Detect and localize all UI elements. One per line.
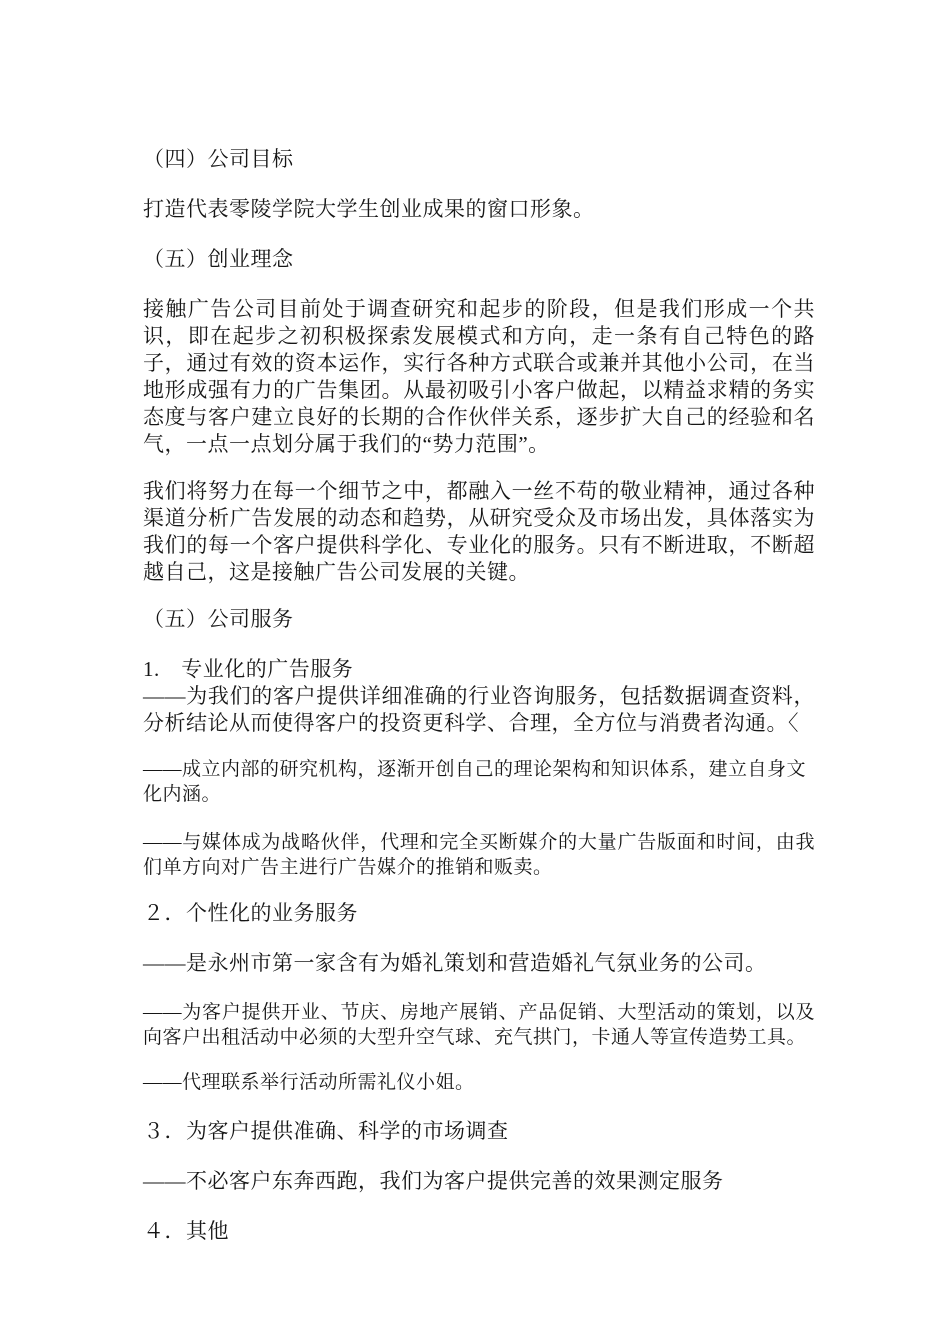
section-heading-startup-philosophy: （五）创业理念 bbox=[143, 247, 294, 271]
service-3-title: ３．为客户提供准确、科学的市场调查 bbox=[143, 1119, 509, 1143]
service-2-description-2: ——为客户提供开业、节庆、房地产展销、产品促销、大型活动的策划，以及向客户出租活动中必须的大型升空气球、充气拱门，卡通人等宣传造势工具。 bbox=[143, 1002, 815, 1048]
paragraph-philosophy-1: 接触广告公司目前处于调查研究和起步的阶段，但是我们形成一个共识，即在起步之初积极探索发展模式和方向，走一条有自己特色的路子，通过有效的资本运作，实行各种方式联合或兼并其他小公司，在当地形成强有力的广告集团。从最初吸引小客户做起，以精益求精的务实态度与客户建立良好的长期的合作伙伴关系，逐步扩大自己的经验和名气，一点一点划分属于我们的“势力范围”。 bbox=[143, 297, 815, 456]
service-3-description-1: ——不必客户东奔西跑，我们为客户提供完善的效果测定服务 bbox=[143, 1169, 724, 1193]
service-1-description-3: ——与媒体成为战略伙伴，代理和完全买断媒介的大量广告版面和时间，由我们单方向对广告主进行广告媒介的推销和贩卖。 bbox=[143, 832, 815, 878]
section-heading-company-services: （五）公司服务 bbox=[143, 607, 294, 631]
service-2-description-3: ——代理联系举行活动所需礼仪小姐。 bbox=[143, 1072, 475, 1093]
service-2-description-1: ——是永州市第一家含有为婚礼策划和营造婚礼气氛业务的公司。 bbox=[143, 951, 767, 975]
service-1-description-2: ——成立内部的研究机构，逐渐开创自己的理论架构和知识体系，建立自身文化内涵。 bbox=[143, 759, 807, 805]
paragraph-company-goal: 打造代表零陵学院大学生创业成果的窗口形象。 bbox=[143, 197, 595, 221]
service-1-description-1: ——为我们的客户提供详细准确的行业咨询服务，包括数据调查资料，分析结论从而使得客户的投资更科学、合理，全方位与消费者沟通。〈 bbox=[143, 684, 815, 735]
service-4-title: ４．其他 bbox=[143, 1219, 229, 1243]
paragraph-philosophy-2: 我们将努力在每一个细节之中，都融入一丝不苟的敬业精神，通过各种渠道分析广告发展的动态和趋势，从研究受众及市场出发，具体落实为我们的每一个客户提供科学化、专业化的服务。只有不断进取，不断超越自己，这是接触广告公司发展的关键。 bbox=[143, 479, 815, 584]
section-heading-company-goal: （四）公司目标 bbox=[143, 147, 294, 171]
service-2-title: ２．个性化的业务服务 bbox=[143, 901, 358, 925]
service-1-title: 1. 专业化的广告服务 bbox=[143, 657, 354, 681]
